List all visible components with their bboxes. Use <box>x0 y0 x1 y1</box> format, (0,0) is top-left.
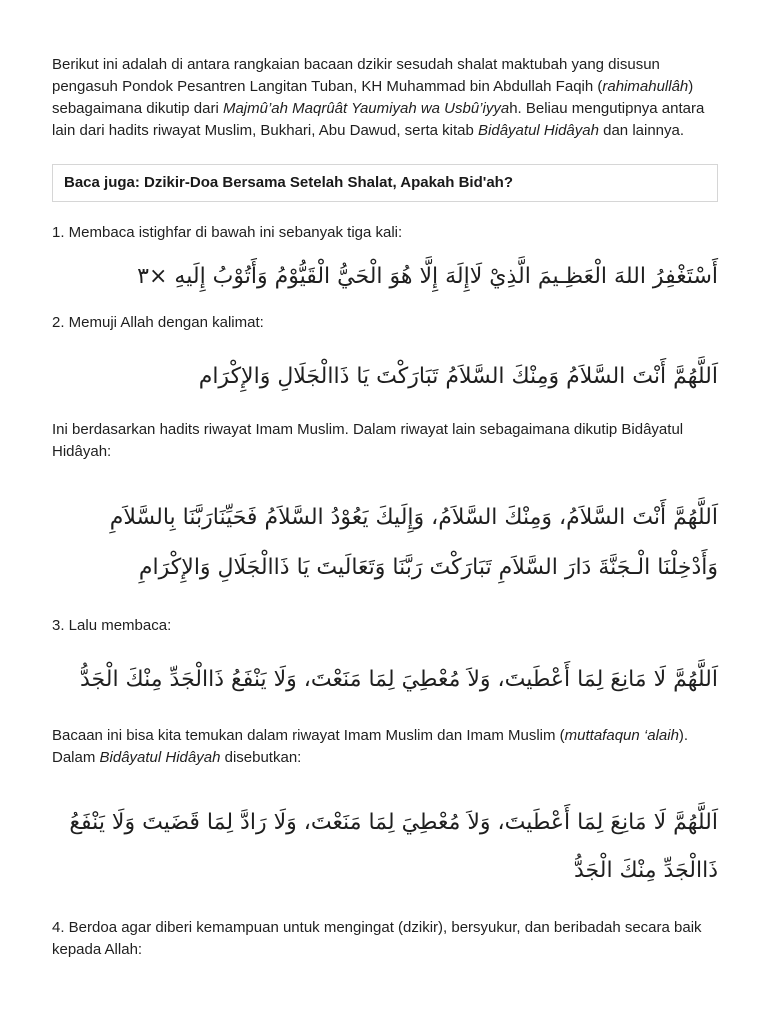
read-also-link[interactable]: Baca juga: Dzikir-Doa Bersama Setelah Shalat, Apakah Bid'ah? <box>64 174 513 191</box>
step-1-text: 1. Membaca istighfar di bawah ini sebanyak tiga kali: <box>52 224 403 241</box>
no-preventer-arabic-long: اَللَّهُمَّ لَا مَانِعَ لِمَا أَعْطَيتَ، وَلاَ مُعْطِيَ لِمَا مَنَعْتَ، وَلَا رَادَّ لِمَا قَضَيتَ وَلَا يَنْفَعُ ذَاالْجَدِّ مِنْكَ الْجَدُّ <box>69 810 718 883</box>
intro-paragraph <box>52 54 718 142</box>
step-2-text: 2. Memuji Allah dengan kalimat: <box>52 314 264 331</box>
intro-text-1: Berikut ini adalah di antara rangkaian bacaan dzikir sesudah shalat maktubah yang disusun pengasuh Pondok Pesantren Langitan Tuban, KH Muhammad bin Abdullah Faqih ( <box>52 56 660 95</box>
step-4-text: 4. Berdoa agar diberi kemampuan untuk mengingat (dzikir), bersyukur, dan beribadah secara baik kepada Allah: <box>52 919 702 958</box>
step-3-note <box>52 725 718 769</box>
article-body <box>52 54 718 961</box>
step-3-note-text-3: disebutkan: <box>220 749 302 766</box>
intro-italic-rahimahullah: rahimahullâh <box>602 78 689 95</box>
intro-text-3: h. Beliau mengutipnya antara lain dari hadits riwayat Muslim, Bukhari, Abu Dawud, serta kitab <box>52 100 705 139</box>
praise-arabic: اَللَّهُمَّ أَنْتَ السَّلاَمُ وَمِنْكَ السَّلاَمُ تَبَارَكْتَ يَا ذَاالْجَلَالِ وَالإِكْرَام <box>198 364 718 389</box>
intro-text-2: ) sebagaimana dikutip dari <box>52 78 694 117</box>
intro-italic-bidayatul: Bidâyatul Hidâyah <box>478 122 599 139</box>
step-3-note-italic-muttafaqun: muttafaqun ‘alaih <box>564 727 679 744</box>
praise-arabic-long: اَللَّهُمَّ أَنْتَ السَّلاَمُ، وَمِنْكَ السَّلاَمُ، وَإِلَيكَ يَعُوْدُ السَّلاَمُ فَحَيِّنَارَبَّنَا بِالسَّلاَمِ وَأَدْخِلْنَا الْـجَنَّةَ دَارَ السَّلاَمِ تَبَارَكْتَ رَبَّنَا وَتَعَالَيتَ يَا ذَاالْجَلَالِ وَالإِكْرَامِ <box>109 505 718 580</box>
step-3-note-text-2: ). Dalam <box>52 727 689 766</box>
step-3-note-text-1: Bacaan ini bisa kita temukan dalam riwayat Imam Muslim dan Imam Muslim ( <box>52 727 565 744</box>
intro-italic-book-title: Majmû’ah Maqrûât Yaumiyah wa Usbû’iyya <box>222 100 510 117</box>
read-also-box[interactable] <box>52 164 718 202</box>
intro-text-4: dan lainnya. <box>598 122 685 139</box>
step-3-note-italic-bidayatul: Bidâyatul Hidâyah <box>99 749 221 766</box>
no-preventer-arabic: اَللَّهُمَّ لَا مَانِعَ لِمَا أَعْطَيتَ، وَلاَ مُعْطِيَ لِمَا مَنَعْتَ، وَلَا يَنْفَعُ ذَاالْجَدِّ مِنْكَ الْجَدُّ <box>80 667 718 692</box>
step-2-note: Ini berdasarkan hadits riwayat Imam Muslim. Dalam riwayat lain sebagaimana dikutip Bidâyatul Hidâyah: <box>52 421 684 460</box>
step-3-text: 3. Lalu membaca: <box>52 617 172 634</box>
istighfar-arabic: أَسْتَغْفِرُ اللهَ الْعَظِـيمَ الَّذِيْ لَاإِلَهَ إِلَّا هُوَ الْحَيُّ الْقَيُّوْمُ وَأَتُوْبُ إِلَيهِ ×٣ <box>137 264 718 289</box>
